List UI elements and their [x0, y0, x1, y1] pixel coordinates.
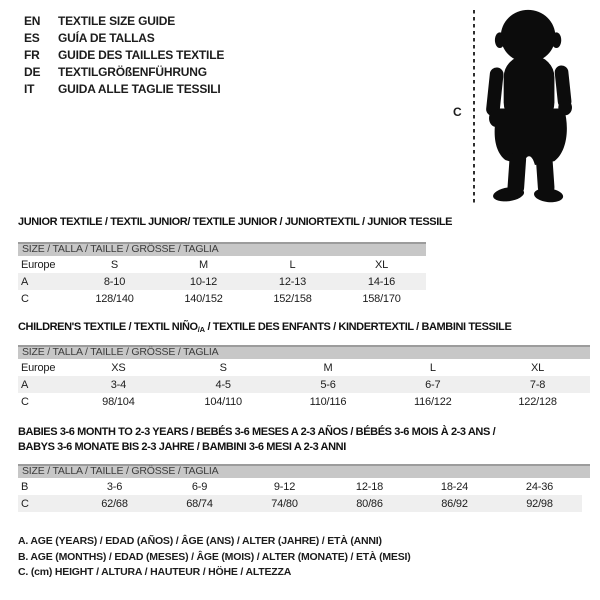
- babies-title-line2: BABYS 3-6 MONATE BIS 2-3 JAHRE / BAMBINI 3-6 MESI A 2-3 ANNI: [18, 441, 346, 453]
- size-cell: XL: [531, 361, 545, 374]
- babies-size-header-bar: SIZE / TALLA / TAILLE / GRÖSSE / TAGLIA: [18, 464, 590, 478]
- height-cell: 140/152: [184, 292, 223, 305]
- height-cell: 74/80: [271, 497, 298, 510]
- age-cell: 12-18: [355, 480, 384, 493]
- table-row-europe: [18, 359, 590, 376]
- row-label: A: [21, 275, 29, 288]
- language-row: [24, 64, 224, 81]
- height-cell: 98/104: [102, 395, 135, 408]
- table-row-age-months: [18, 478, 582, 495]
- age-cell: 14-16: [367, 275, 396, 288]
- table-row-height: [18, 290, 426, 307]
- size-cell: M: [323, 361, 333, 374]
- language-title: GUÍA DE TALLAS: [58, 31, 155, 45]
- age-cell: 8-10: [103, 275, 126, 288]
- row-label: B: [21, 480, 29, 493]
- children-size-header-bar: SIZE / TALLA / TAILLE / GRÖSSE / TAGLIA: [18, 345, 590, 359]
- row-label: Europe: [21, 258, 56, 271]
- height-cell: 62/68: [101, 497, 128, 510]
- height-cell: 110/116: [309, 395, 347, 408]
- babies-title-line1: BABIES 3-6 MONTH TO 2-3 YEARS / BEBÉS 3-6 MESES A 2-3 AÑOS / BÉBÉS 3-6 MOIS À 2-3 ANS /: [18, 426, 496, 438]
- height-cell: 92/98: [526, 497, 553, 510]
- junior-size-header-bar: SIZE / TALLA / TAILLE / GRÖSSE / TAGLIA: [18, 242, 426, 256]
- size-cell: L: [289, 258, 296, 271]
- row-label: A: [21, 378, 29, 391]
- age-cell: 12-13: [278, 275, 307, 288]
- children-title-subscript: /A: [197, 325, 205, 334]
- height-cell: 158/170: [362, 292, 401, 305]
- language-row: [24, 13, 224, 30]
- age-cell: 3-6: [106, 480, 123, 493]
- language-code: EN: [24, 14, 41, 28]
- row-label: Europe: [21, 361, 56, 374]
- language-code: IT: [24, 82, 35, 96]
- language-code: ES: [24, 31, 40, 45]
- table-row-age: [18, 376, 590, 393]
- size-cell: M: [199, 258, 208, 271]
- height-measure-dashed-line: [473, 10, 475, 206]
- row-label: C: [21, 497, 29, 510]
- height-measure-label: C: [453, 105, 462, 119]
- footnote-legend: [18, 534, 411, 581]
- size-cell: S: [110, 258, 119, 271]
- age-cell: 9-12: [273, 480, 296, 493]
- size-cell: S: [219, 361, 227, 374]
- age-cell: 24-36: [525, 480, 554, 493]
- babies-table: [18, 478, 590, 512]
- size-cell: L: [429, 361, 436, 374]
- language-title: TEXTILGRÖßENFÜHRUNG: [58, 65, 207, 79]
- toddler-silhouette-icon: [481, 7, 581, 207]
- table-row-height: [18, 393, 590, 410]
- age-cell: 18-24: [440, 480, 469, 493]
- table-row-europe: [18, 256, 426, 273]
- babies-table-title: [18, 425, 495, 455]
- language-title: GUIDE DES TAILLES TEXTILE: [58, 48, 225, 62]
- height-cell: 80/86: [356, 497, 383, 510]
- language-title-list: [24, 13, 224, 98]
- age-cell: 5-6: [320, 378, 336, 391]
- age-cell: 10-12: [189, 275, 218, 288]
- age-cell: 4-5: [215, 378, 231, 391]
- size-cell: XS: [111, 361, 126, 374]
- children-title-text: CHILDREN'S TEXTILE / TEXTIL NIÑO: [18, 321, 198, 333]
- footnote-c: C. (cm) HEIGHT / ALTURA / HAUTEUR / HÖHE / ALTEZZA: [18, 566, 292, 578]
- age-cell: 3-4: [110, 378, 127, 391]
- age-cell: 7-8: [529, 378, 546, 391]
- language-row: [24, 47, 224, 64]
- language-row: [24, 81, 224, 98]
- height-cell: 86/92: [441, 497, 468, 510]
- footnote-a: A. AGE (YEARS) / EDAD (AÑOS) / ÂGE (ANS) / ALTER (JAHRE) / ETÀ (ANNI): [18, 535, 382, 547]
- junior-table: [18, 256, 426, 307]
- height-cell: 116/122: [414, 395, 452, 408]
- size-cell: XL: [374, 258, 389, 271]
- height-cell: 68/74: [186, 497, 213, 510]
- table-row-height: [18, 495, 582, 512]
- language-row: [24, 30, 224, 47]
- language-title: TEXTILE SIZE GUIDE: [58, 14, 176, 28]
- table-row-age: [18, 273, 426, 290]
- children-title-text: / TEXTILE DES ENFANTS / KINDERTEXTIL / BAMBINI TESSILE: [204, 321, 512, 333]
- junior-table-title: JUNIOR TEXTILE / TEXTIL JUNIOR/ TEXTILE JUNIOR / JUNIORTEXTIL / JUNIOR TESSILE: [18, 216, 453, 228]
- row-label: C: [21, 292, 29, 305]
- children-table: [18, 359, 590, 410]
- height-cell: 128/140: [95, 292, 134, 305]
- language-title: GUIDA ALLE TAGLIE TESSILI: [58, 82, 221, 96]
- row-label: C: [21, 395, 29, 408]
- height-cell: 104/110: [204, 395, 242, 408]
- age-cell: 6-7: [425, 378, 441, 391]
- children-table-title: [18, 321, 511, 336]
- language-code: FR: [24, 48, 40, 62]
- height-cell: 152/158: [273, 292, 312, 305]
- height-cell: 122/128: [518, 395, 557, 408]
- footnote-b: B. AGE (MONTHS) / EDAD (MESES) / ÂGE (MOIS) / ALTER (MONATE) / ETÀ (MESI): [18, 550, 411, 563]
- language-code: DE: [24, 65, 41, 79]
- age-cell: 6-9: [191, 480, 208, 493]
